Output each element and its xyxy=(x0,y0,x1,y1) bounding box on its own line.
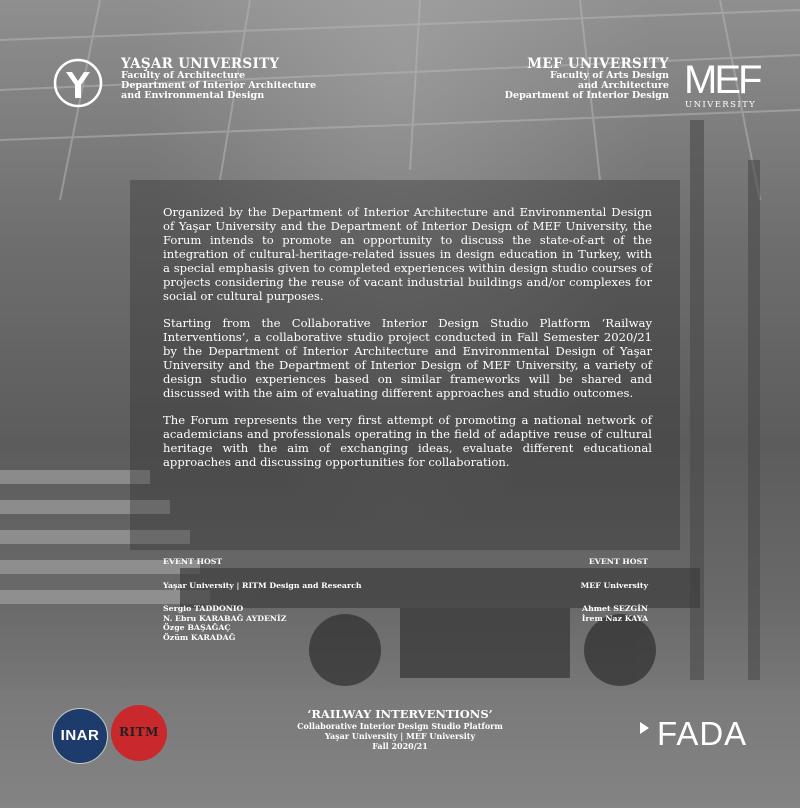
yasar-faculty: Faculty of Architecture xyxy=(121,70,246,82)
host-person: N. Ebru KARABAĞ AYDENİZ xyxy=(163,613,287,623)
project-title: ‘RAILWAY INTERVENTIONS’ xyxy=(307,707,493,721)
description-paragraph-1: Organized by the Department of Interior Architecture and Environmental Design of Yaşar University and the Department of Interior Design of MEF University, the Forum intends to promote an opportunity to discuss the state-of-art of the integration of cultural-heritage-related issues in design education in Turkey, with a special emphasis given to completed experiences within design studio courses of projects considering the reuse of vacant industrial buildings and/or complexes for social or cultural purposes. xyxy=(163,205,652,303)
mef-logo-word: UNIVERSITY xyxy=(685,100,757,110)
event-host-heading: EVENT HOST xyxy=(163,557,223,566)
mef-department: Department of Interior Design xyxy=(504,90,669,102)
yasar-university-name: YAŞAR UNIVERSITY xyxy=(121,56,280,72)
inar-logo-text: INAR xyxy=(60,727,100,744)
event-host-yasar xyxy=(163,557,362,643)
description-paragraph-3: The Forum represents the very first attempt of promoting a national network of academicians and professionals operating in the field of adaptive reuse of cultural heritage with the aim of exchanging ideas, evaluate different educational approaches and discussing opportunities for collaboration. xyxy=(163,413,652,469)
project-subtitle: Collaborative Interior Design Studio Platform xyxy=(297,721,503,731)
mef-university-name: MEF UNIVERSITY xyxy=(527,56,669,72)
event-host-organization: Yaşar University | RITM Design and Research xyxy=(163,580,362,590)
mef-university-logo xyxy=(684,58,758,112)
forum-description xyxy=(163,205,652,482)
yasar-department-line1: Department of Interior Architecture xyxy=(121,80,317,92)
play-triangle-icon xyxy=(640,722,649,734)
ritm-logo-text: RITM xyxy=(119,725,159,739)
yasar-header xyxy=(121,57,316,101)
mef-header xyxy=(505,57,669,101)
mef-faculty-line2: and Architecture xyxy=(577,80,669,92)
event-host-organization: MEF University xyxy=(580,580,648,590)
event-host-heading: EVENT HOST xyxy=(588,557,648,566)
project-universities: Yaşar University | MEF University xyxy=(324,731,476,741)
fada-logo-text: FADA xyxy=(657,715,748,752)
host-person: Özüm KARADAĞ xyxy=(163,632,236,642)
mef-faculty-line1: Faculty of Arts Design xyxy=(550,70,669,82)
mef-logo-mark: MEF xyxy=(684,58,760,102)
event-host-mef xyxy=(581,557,648,623)
project-semester: Fall 2020/21 xyxy=(372,741,428,751)
host-person: Sergio TADDONIO xyxy=(163,604,244,614)
host-person: İrem Naz KAYA xyxy=(581,613,648,623)
host-person: Özge BAŞAĞAÇ xyxy=(163,623,231,633)
description-paragraph-2: Starting from the Collaborative Interior Design Studio Platform ‘Railway Interventions’, a collaborative studio project conducted in Fall Semester 2020/21 by the Department of Interior Architecture and Environmental Design of Yaşar University and the Department of Interior Design of MEF University, a variety of design studio experiences based on similar frameworks will be shared and discussed with the aim of evaluating different approaches and studio outcomes. xyxy=(163,316,652,400)
host-person: Ahmet SEZGİN xyxy=(582,604,648,614)
yasar-university-logo xyxy=(53,58,103,108)
yasar-department-line2: and Environmental Design xyxy=(121,90,265,102)
